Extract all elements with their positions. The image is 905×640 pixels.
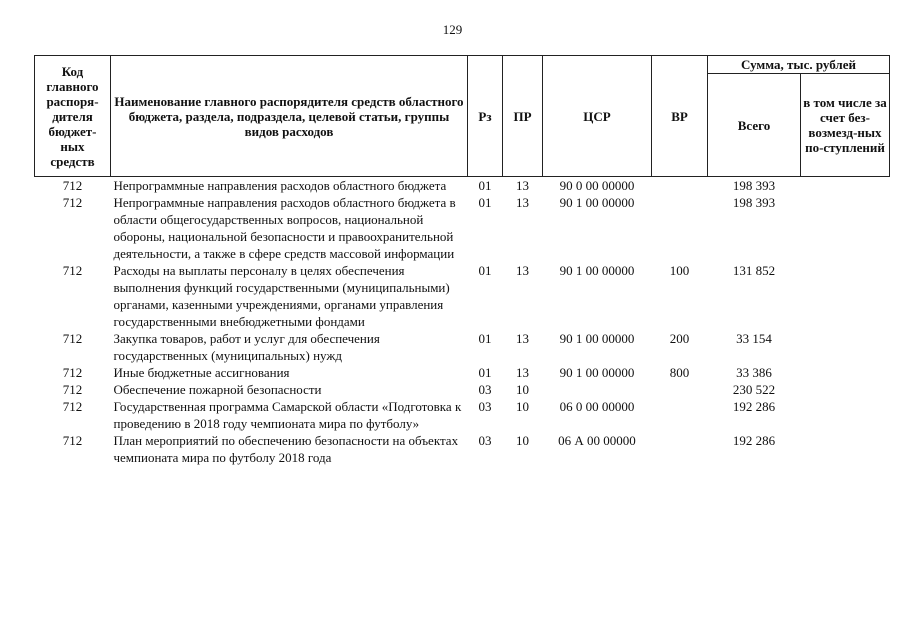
- cell-total: 192 286: [732, 433, 776, 448]
- cell-total: 192 286: [732, 399, 776, 414]
- header-vr: ВР: [652, 56, 708, 177]
- cell-csr: 90 1 00 00000: [559, 331, 635, 346]
- cell-name: Расходы на выплаты персоналу в целях обеспечения выполнения функций государственными (муниципальными) органами, казенными учреждениями, органами управления государственными внебюджетными фондами: [113, 263, 450, 329]
- header-row-top: [35, 56, 890, 74]
- cell-free: [801, 262, 890, 330]
- header-sum: Сумма, тыс. рублей: [708, 56, 890, 74]
- cell-free: [801, 398, 890, 432]
- cell-csr: 06 0 00 00000: [559, 399, 635, 414]
- cell-csr: [543, 381, 652, 398]
- table-row: [35, 330, 890, 364]
- cell-pr: 13: [516, 263, 529, 278]
- cell-vr: 200: [669, 331, 690, 346]
- cell-csr: 90 1 00 00000: [559, 263, 635, 278]
- cell-code: 712: [62, 433, 83, 448]
- cell-total: 230 522: [732, 382, 776, 397]
- cell-vr: 100: [669, 263, 690, 278]
- cell-free: [801, 177, 890, 195]
- cell-csr: 90 1 00 00000: [559, 365, 635, 380]
- header-rz: Рз: [468, 56, 503, 177]
- cell-total: 33 154: [736, 331, 772, 346]
- cell-rz: 01: [478, 195, 492, 210]
- cell-vr: [652, 381, 708, 398]
- header-free: в том числе за счет без-возмезд-ных по-ступлений: [801, 74, 890, 177]
- table-row: [35, 177, 890, 195]
- cell-rz: 03: [478, 399, 492, 414]
- table-row: [35, 398, 890, 432]
- budget-table: [34, 55, 890, 466]
- cell-vr: [652, 432, 708, 466]
- cell-name: Обеспечение пожарной безопасности: [113, 382, 322, 397]
- cell-code: 712: [62, 382, 83, 397]
- page-number: 129: [442, 22, 463, 37]
- cell-pr: 13: [516, 331, 529, 346]
- table-row: [35, 364, 890, 381]
- header-csr: ЦСР: [543, 56, 652, 177]
- header-name: Наименование главного распорядителя средств областного бюджета, раздела, подраздела, целевой статьи, группы видов расходов: [111, 56, 468, 177]
- table-row: [35, 432, 890, 466]
- cell-name: Государственная программа Самарской области «Подготовка к проведению в 2018 году чемпионата мира по футболу»: [113, 399, 462, 431]
- cell-vr: [652, 194, 708, 262]
- cell-pr: 10: [516, 433, 529, 448]
- cell-code: 712: [62, 178, 83, 193]
- table-row: [35, 262, 890, 330]
- cell-pr: 13: [516, 365, 529, 380]
- cell-code: 712: [62, 365, 83, 380]
- cell-rz: 01: [478, 331, 492, 346]
- cell-name: Непрограммные направления расходов областного бюджета в области общегосударственных вопросов, национальной обороны, национальной безопасности и правоохранительной деятельности, а также в сфере средств массовой информации: [113, 195, 456, 261]
- cell-csr: 06 А 00 00000: [558, 433, 636, 448]
- cell-total: 33 386: [736, 365, 772, 380]
- cell-code: 712: [62, 331, 83, 346]
- cell-pr: 10: [516, 399, 529, 414]
- cell-rz: 03: [478, 433, 492, 448]
- cell-name: Иные бюджетные ассигнования: [113, 365, 290, 380]
- cell-rz: 01: [478, 178, 492, 193]
- cell-code: 712: [62, 195, 83, 210]
- cell-total: 198 393: [732, 195, 776, 210]
- cell-name: План мероприятий по обеспечению безопасности на объектах чемпионата мира по футболу 2018 года: [113, 433, 459, 465]
- cell-vr: 800: [669, 365, 690, 380]
- cell-rz: 01: [478, 263, 492, 278]
- header-pr: ПР: [503, 56, 543, 177]
- cell-pr: 13: [516, 178, 529, 193]
- cell-code: 712: [62, 399, 83, 414]
- cell-free: [801, 381, 890, 398]
- cell-csr: 90 0 00 00000: [559, 178, 635, 193]
- cell-total: 198 393: [732, 178, 776, 193]
- cell-free: [801, 330, 890, 364]
- cell-free: [801, 432, 890, 466]
- cell-free: [801, 364, 890, 381]
- header-code: Код главного распоря-дителя бюджет-ных средств: [35, 56, 111, 177]
- cell-total: 131 852: [732, 263, 776, 278]
- cell-name: Непрограммные направления расходов областного бюджета: [113, 178, 447, 193]
- cell-pr: 13: [516, 195, 529, 210]
- cell-name: Закупка товаров, работ и услуг для обеспечения государственных (муниципальных) нужд: [113, 331, 380, 363]
- header-total: Всего: [708, 74, 801, 177]
- cell-vr: [652, 177, 708, 195]
- table-row: [35, 194, 890, 262]
- cell-free: [801, 194, 890, 262]
- cell-pr: 10: [516, 382, 529, 397]
- cell-rz: 01: [478, 365, 492, 380]
- table-row: [35, 381, 890, 398]
- cell-csr: 90 1 00 00000: [559, 195, 635, 210]
- cell-rz: 03: [478, 382, 492, 397]
- cell-vr: [652, 398, 708, 432]
- cell-code: 712: [62, 263, 83, 278]
